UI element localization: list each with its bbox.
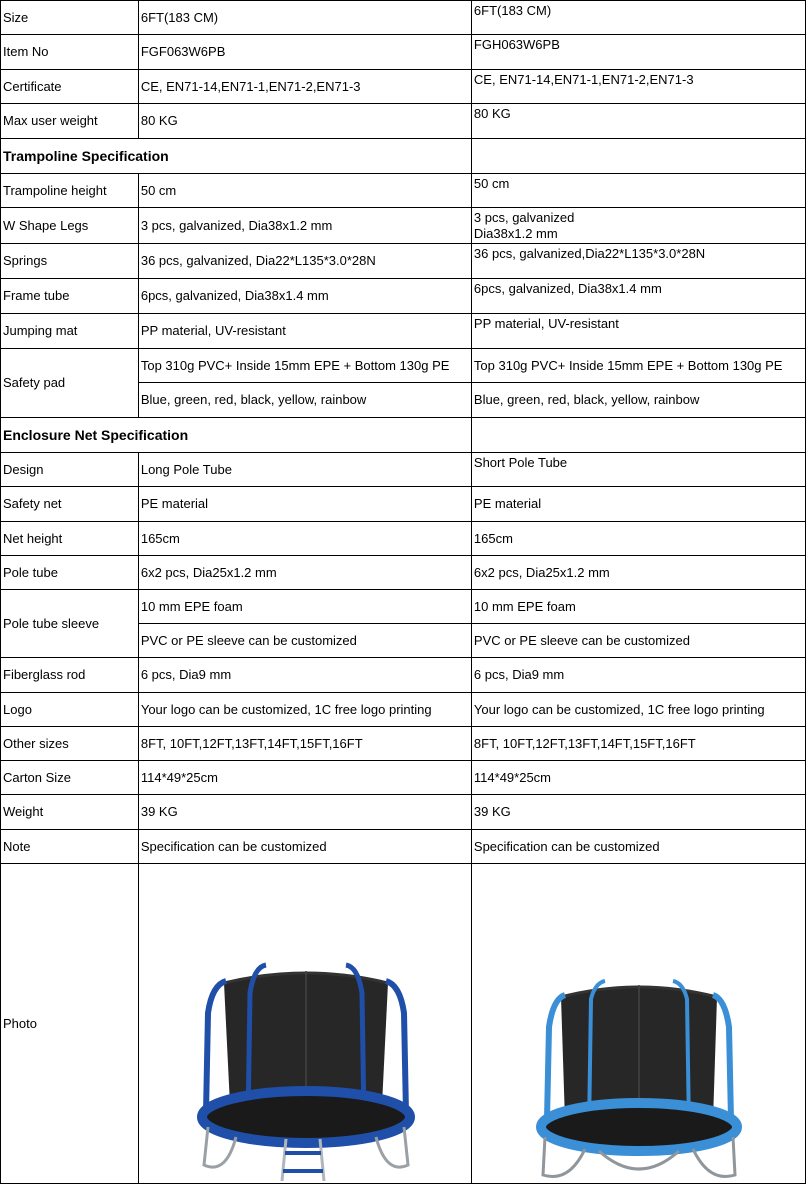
row-label: Fiberglass rod: [1, 658, 139, 693]
table-row: [1, 522, 806, 556]
cell-b: 6pcs, galvanized, Dia38x1.4 mm: [471, 279, 805, 314]
cell-a: 6FT(183 CM): [138, 1, 471, 35]
row-label: Weight: [1, 795, 139, 830]
table-row: [1, 590, 806, 624]
row-label: Pole tube: [1, 556, 139, 590]
cell-b: 165cm: [471, 522, 805, 556]
table-row: [1, 795, 806, 830]
cell-a: 8FT, 10FT,12FT,13FT,14FT,15FT,16FT: [138, 727, 471, 761]
table-row: [1, 174, 806, 208]
table-row: [1, 279, 806, 314]
table-row: [1, 349, 806, 383]
row-label: Logo: [1, 693, 139, 727]
cell-a: 50 cm: [138, 174, 471, 208]
empty-cell: [471, 139, 805, 174]
table-row: [1, 761, 806, 795]
cell-a: PE material: [138, 487, 471, 522]
cell-b-line1: 3 pcs, galvanized: [473, 209, 575, 225]
row-label: Pole tube sleeve: [1, 590, 139, 658]
table-row: [1, 727, 806, 761]
cell-a: 165cm: [138, 522, 471, 556]
row-label: Carton Size: [1, 761, 139, 795]
row-label: W Shape Legs: [1, 208, 139, 244]
section-title: Trampoline Specification: [1, 139, 472, 174]
cell-b-line2: Dia38x1.2 mm: [473, 225, 558, 241]
row-label: Trampoline height: [1, 174, 139, 208]
cell-a: 80 KG: [138, 104, 471, 139]
cell-b: PE material: [471, 487, 805, 522]
cell-a: 36 pcs, galvanized, Dia22*L135*3.0*28N: [138, 244, 471, 279]
table-row: [1, 208, 806, 244]
cell-a: 6 pcs, Dia9 mm: [138, 658, 471, 693]
row-label: Other sizes: [1, 727, 139, 761]
table-row: [1, 693, 806, 727]
trampoline-long-pole-image: [196, 953, 416, 1183]
cell-b: 50 cm: [471, 174, 805, 208]
cell-b: FGH063W6PB: [471, 35, 805, 70]
cell-b: Short Pole Tube: [471, 453, 805, 487]
cell-a: CE, EN71-14,EN71-1,EN71-2,EN71-3: [138, 70, 471, 104]
cell-b: 6x2 pcs, Dia25x1.2 mm: [471, 556, 805, 590]
cell-b: PP material, UV-resistant: [471, 314, 805, 349]
cell-b: Specification can be customized: [471, 830, 805, 864]
trampoline-short-pole-image: [529, 953, 749, 1183]
cell-a: 10 mm EPE foam: [138, 590, 471, 624]
cell-b: 39 KG: [471, 795, 805, 830]
cell-b: 36 pcs, galvanized,Dia22*L135*3.0*28N: [471, 244, 805, 279]
cell-b: 6 pcs, Dia9 mm: [471, 658, 805, 693]
cell-b: Top 310g PVC+ Inside 15mm EPE + Bottom 130g PE: [471, 349, 805, 383]
cell-a: FGF063W6PB: [138, 35, 471, 70]
row-label: Note: [1, 830, 139, 864]
cell-b: [471, 208, 805, 244]
empty-cell: [471, 418, 805, 453]
section-header-row: [1, 139, 806, 174]
row-label: Frame tube: [1, 279, 139, 314]
row-label: Photo: [1, 864, 139, 1184]
cell-b: Blue, green, red, black, yellow, rainbow: [471, 383, 805, 418]
cell-a: PVC or PE sleeve can be customized: [138, 624, 471, 658]
cell-a: 39 KG: [138, 795, 471, 830]
cell-b: PVC or PE sleeve can be customized: [471, 624, 805, 658]
table-row: [1, 1, 806, 35]
cell-a: Blue, green, red, black, yellow, rainbow: [138, 383, 471, 418]
row-label: Safety net: [1, 487, 139, 522]
cell-a: Top 310g PVC+ Inside 15mm EPE + Bottom 130g PE: [138, 349, 471, 383]
row-label: Safety pad: [1, 349, 139, 418]
cell-a: Long Pole Tube: [138, 453, 471, 487]
cell-b: Your logo can be customized, 1C free logo printing: [471, 693, 805, 727]
cell-a: 6pcs, galvanized, Dia38x1.4 mm: [138, 279, 471, 314]
table-row: [1, 35, 806, 70]
table-row: [1, 487, 806, 522]
row-label: Item No: [1, 35, 139, 70]
cell-a: 6x2 pcs, Dia25x1.2 mm: [138, 556, 471, 590]
table-row: [1, 314, 806, 349]
table-row: [1, 104, 806, 139]
cell-b: 80 KG: [471, 104, 805, 139]
cell-b: CE, EN71-14,EN71-1,EN71-2,EN71-3: [471, 70, 805, 104]
cell-a: Specification can be customized: [138, 830, 471, 864]
table-row: [1, 453, 806, 487]
photo-row: [1, 864, 806, 1184]
row-label: Net height: [1, 522, 139, 556]
cell-b: 6FT(183 CM): [471, 1, 805, 35]
cell-b: 114*49*25cm: [471, 761, 805, 795]
cell-b: 8FT, 10FT,12FT,13FT,14FT,15FT,16FT: [471, 727, 805, 761]
cell-a: 3 pcs, galvanized, Dia38x1.2 mm: [138, 208, 471, 244]
cell-a: 114*49*25cm: [138, 761, 471, 795]
section-header-row: [1, 418, 806, 453]
row-label: Max user weight: [1, 104, 139, 139]
section-title: Enclosure Net Specification: [1, 418, 472, 453]
row-label: Springs: [1, 244, 139, 279]
cell-a: Your logo can be customized, 1C free logo printing: [138, 693, 471, 727]
photo-cell-b: [471, 864, 805, 1184]
cell-a: PP material, UV-resistant: [138, 314, 471, 349]
table-row: [1, 244, 806, 279]
table-row: [1, 556, 806, 590]
row-label: Certificate: [1, 70, 139, 104]
row-label: Jumping mat: [1, 314, 139, 349]
cell-b: 10 mm EPE foam: [471, 590, 805, 624]
table-row: [1, 70, 806, 104]
table-row: [1, 658, 806, 693]
row-label: Design: [1, 453, 139, 487]
photo-cell-a: [138, 864, 471, 1184]
row-label: Size: [1, 1, 139, 35]
table-row: [1, 830, 806, 864]
